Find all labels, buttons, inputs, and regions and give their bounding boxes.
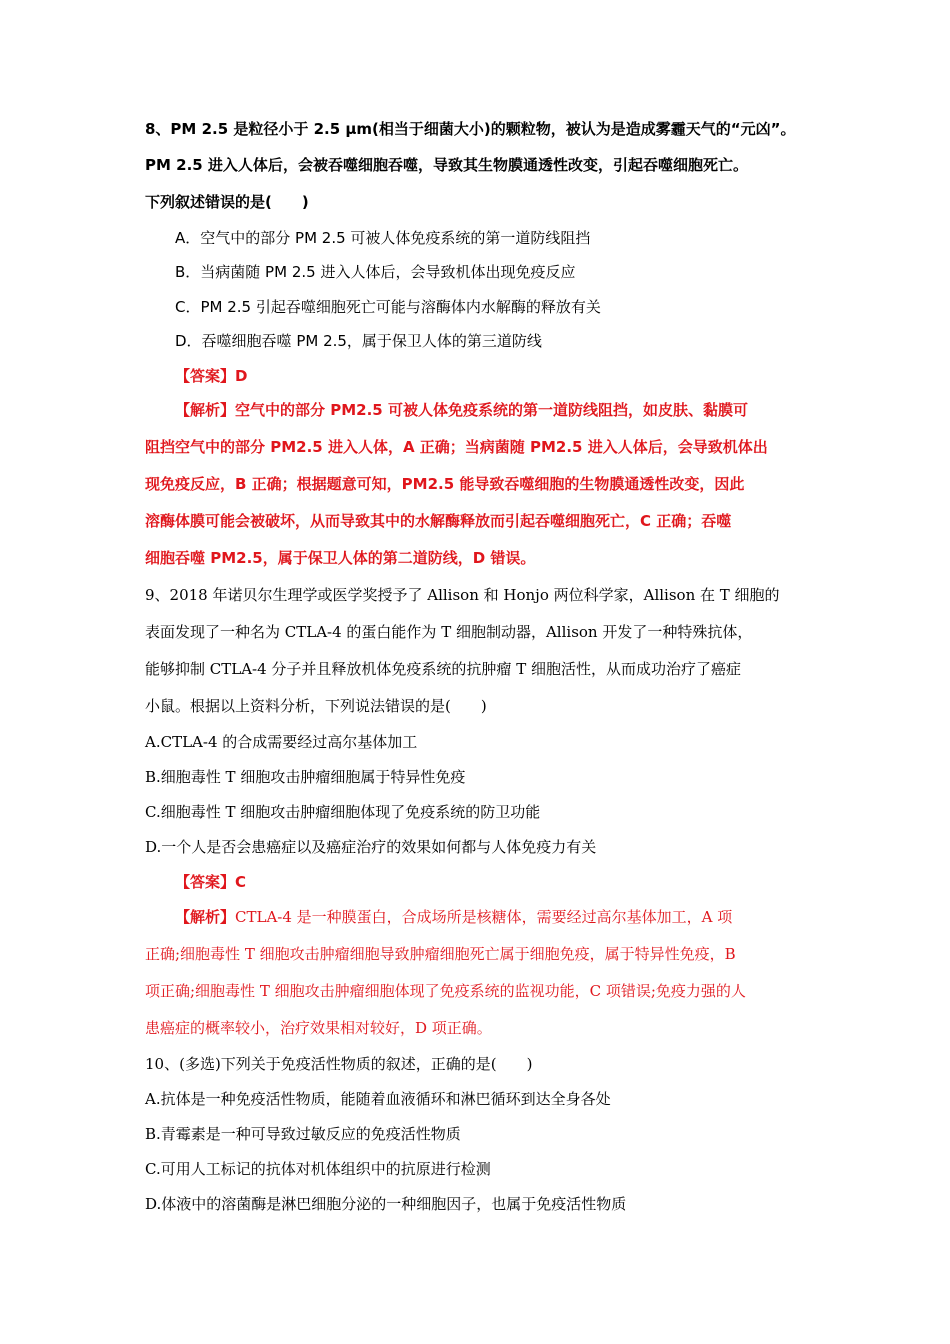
- q8-option-a: A．空气中的部分 PM 2.5 可被人体免疫系统的第一道防线阻挡: [175, 229, 591, 247]
- q8-option-b: B．当病菌随 PM 2.5 进入人体后，会导致机体出现免疫反应: [175, 263, 576, 281]
- q9-stem-line-4: 小鼠。根据以上资料分析，下列说法错误的是( ): [145, 697, 487, 715]
- q8-analysis-text-1: 空气中的部分 PM2.5 可被人体免疫系统的第一道防线阻挡，如皮肤、黏膜可: [235, 401, 748, 419]
- q8-analysis-line-4: 溶酶体膜可能会被破坏，从而导致其中的水解酶释放而引起吞噬细胞死亡，C 正确；吞噬: [145, 512, 732, 530]
- q9-stem-line-3: 能够抑制 CTLA-4 分子并且释放机体免疫系统的抗肿瘤 T 细胞活性，从而成功治疗了癌症: [145, 660, 741, 678]
- q10-stem-line-1: 10、(多选)下列关于免疫活性物质的叙述，正确的是( ): [145, 1055, 533, 1073]
- q10-option-d: D.体液中的溶菌酶是淋巴细胞分泌的一种细胞因子，也属于免疫活性物质: [145, 1195, 627, 1213]
- q9-option-b: B.细胞毒性 T 细胞攻击肿瘤细胞属于特异性免疫: [145, 768, 466, 786]
- q9-stem-line-1: 9、2018 年诺贝尔生理学或医学奖授予了 Allison 和 Honjo 两位科学家，Allison 在 T 细胞的: [145, 586, 780, 604]
- q9-option-a: A.CTLA-4 的合成需要经过高尔基体加工: [145, 733, 418, 751]
- q9-analysis-line-4: 患癌症的概率较小，治疗效果相对较好，D 项正确。: [145, 1019, 492, 1037]
- q10-option-b: B.青霉素是一种可导致过敏反应的免疫活性物质: [145, 1125, 461, 1143]
- q9-stem-line-2: 表面发现了一种名为 CTLA-4 的蛋白能作为 T 细胞制动器，Allison 开发了一种特殊抗体，: [145, 623, 753, 641]
- q9-answer: [175, 872, 246, 892]
- q8-analysis-line-5: 细胞吞噬 PM2.5，属于保卫人体的第二道防线，D 错误。: [145, 549, 536, 567]
- q8-stem-line-3: 下列叙述错误的是( ): [145, 193, 309, 211]
- q8-analysis-line-2: 阻挡空气中的部分 PM2.5 进入人体，A 正确；当病菌随 PM2.5 进入人体后，会导致机体出: [145, 438, 768, 456]
- q9-option-c: C.细胞毒性 T 细胞攻击肿瘤细胞体现了免疫系统的防卫功能: [145, 803, 541, 821]
- q8-answer: [175, 366, 247, 386]
- q8-analysis-line-3: 现免疫反应，B 正确；根据题意可知，PM2.5 能导致吞噬细胞的生物膜通透性改变，因此: [145, 475, 745, 493]
- q9-option-d: D.一个人是否会患癌症以及癌症治疗的效果如何都与人体免疫力有关: [145, 838, 597, 856]
- q9-answer-tag: 【答案】: [175, 873, 236, 891]
- q8-analysis-line-1: [175, 400, 748, 420]
- q8-option-c: C．PM 2.5 引起吞噬细胞死亡可能与溶酶体内水解酶的释放有关: [175, 298, 601, 316]
- q9-analysis-line-1: [175, 907, 732, 927]
- q10-option-a: A.抗体是一种免疫活性物质，能随着血液循环和淋巴循环到达全身各处: [145, 1090, 611, 1108]
- q9-analysis-line-2: 正确;细胞毒性 T 细胞攻击肿瘤细胞导致肿瘤细胞死亡属于细胞免疫，属于特异性免疫，B: [145, 945, 736, 963]
- q9-analysis-line-3: 项正确;细胞毒性 T 细胞攻击肿瘤细胞体现了免疫系统的监视功能，C 项错误;免疫力强的人: [145, 982, 746, 1000]
- q9-answer-value: C: [235, 873, 247, 891]
- q10-option-c: C.可用人工标记的抗体对机体组织中的抗原进行检测: [145, 1160, 491, 1178]
- q8-stem-line-1: 8、PM 2.5 是粒径小于 2.5 μm(相当于细菌大小)的颗粒物，被认为是造成雾霾天气的“元凶”。: [145, 120, 796, 138]
- q8-stem-line-2: PM 2.5 进入人体后，会被吞噬细胞吞噬，导致其生物膜通透性改变，引起吞噬细胞死亡。: [145, 156, 748, 174]
- q8-answer-tag: 【答案】: [175, 367, 236, 385]
- q9-analysis-text-1: CTLA-4 是一种膜蛋白，合成场所是核糖体，需要经过高尔基体加工，A 项: [235, 908, 733, 926]
- q8-answer-value: D: [235, 367, 248, 385]
- q8-option-d: D．吞噬细胞吞噬 PM 2.5，属于保卫人体的第三道防线: [175, 332, 542, 350]
- q9-analysis-tag: 【解析】: [175, 908, 236, 926]
- q8-analysis-tag: 【解析】: [175, 401, 236, 419]
